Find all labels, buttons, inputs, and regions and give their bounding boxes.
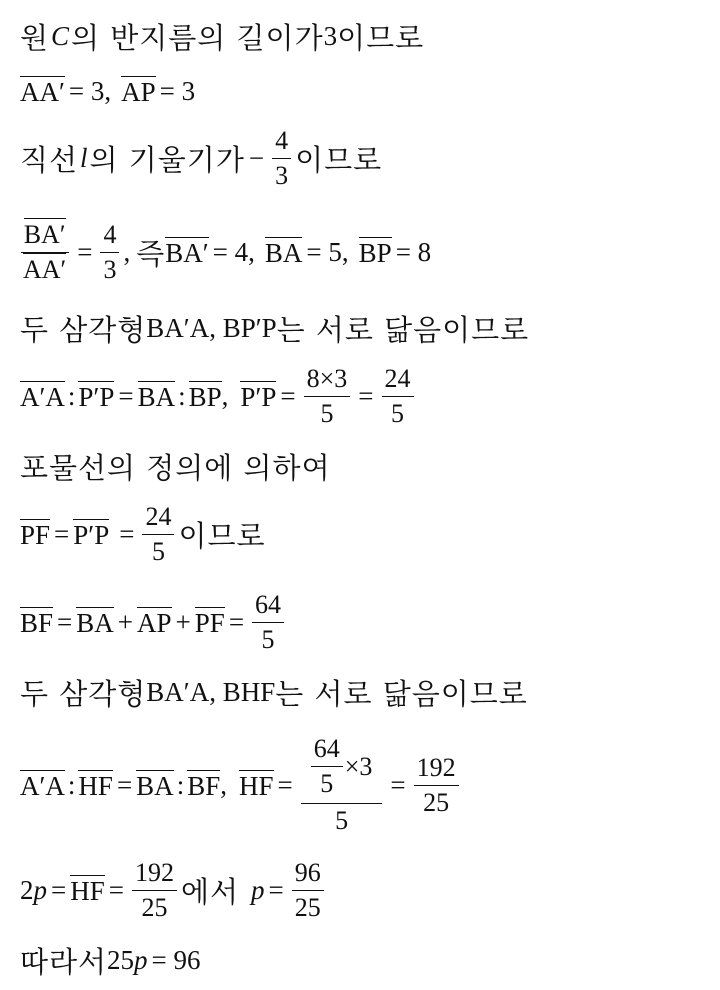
frac-12a-den: 25 bbox=[141, 892, 168, 922]
frac-12a bbox=[132, 858, 177, 923]
frac-9-den: 5 bbox=[261, 624, 275, 654]
ratio-fraction bbox=[20, 220, 69, 285]
seg-aa-prime-den: AA′ bbox=[23, 254, 67, 284]
seg-ba-prime-num: BA′ bbox=[23, 219, 66, 249]
text-1b: 의 반지름의 길이가 bbox=[71, 20, 324, 55]
var-p-2: p bbox=[251, 874, 265, 905]
line-4 bbox=[20, 212, 710, 292]
seg-pf-9: PF bbox=[194, 607, 225, 638]
colon-6a: : bbox=[67, 380, 76, 411]
seg-ba-11: BA bbox=[136, 770, 174, 801]
line-6 bbox=[20, 358, 710, 434]
text-10b: 는 서로 닮음이므로 bbox=[275, 676, 528, 711]
comma-11: , bbox=[220, 769, 227, 800]
text-8: 이므로 bbox=[178, 518, 266, 553]
frac-6b bbox=[382, 364, 414, 429]
text-7: 포물선의 정의에 의하여 bbox=[20, 450, 331, 485]
eq-8a: = bbox=[54, 518, 70, 549]
compound-fraction bbox=[301, 734, 383, 836]
eq-4c: = 5, bbox=[306, 236, 349, 267]
frac-12b-den: 25 bbox=[294, 892, 321, 922]
compound-den: 5 bbox=[335, 805, 349, 835]
seg-a-prime-a-11: A′A bbox=[20, 770, 65, 801]
var-p-13: p bbox=[134, 944, 148, 975]
inner-den: 5 bbox=[320, 769, 334, 799]
text-3b: 의 기울기가 bbox=[89, 142, 245, 177]
frac-11 bbox=[414, 753, 459, 818]
frac-6a-den: 5 bbox=[320, 398, 334, 428]
ratio-num: 4 bbox=[100, 220, 119, 253]
frac-12b-num: 96 bbox=[292, 858, 324, 891]
seg-ba-9: BA bbox=[76, 607, 114, 638]
slope-num: 4 bbox=[272, 126, 291, 159]
seg-ap: AP bbox=[121, 76, 156, 107]
eq-2b: = 3 bbox=[159, 75, 196, 106]
seg-p-prime-p: P′P bbox=[78, 381, 115, 412]
frac-6b-den: 5 bbox=[391, 398, 405, 428]
plus-9b: + bbox=[175, 606, 191, 637]
eq-11a: = bbox=[116, 769, 133, 800]
text-5a: 두 삼각형 bbox=[20, 312, 147, 347]
coef-2: 2 bbox=[20, 874, 34, 905]
eq-12c: = bbox=[268, 874, 284, 905]
inner-num: 64 bbox=[311, 734, 343, 767]
minus-sign: − bbox=[248, 142, 265, 173]
text-4a: 즉 bbox=[136, 236, 166, 271]
slope-fraction bbox=[272, 126, 291, 191]
eq-6a: = bbox=[118, 380, 134, 411]
times-three: ×3 bbox=[344, 751, 373, 781]
circle-c: C bbox=[51, 20, 70, 51]
line-13 bbox=[20, 938, 710, 982]
text-5b: 는 서로 닮음이므로 bbox=[276, 312, 530, 347]
line-5 bbox=[20, 306, 710, 350]
comma-4: , bbox=[123, 236, 131, 267]
seg-ba-prime: BA′ bbox=[165, 237, 209, 268]
seg-ba-6: BA bbox=[137, 381, 176, 412]
seg-a-prime-a: A′A bbox=[20, 381, 65, 412]
slope-den: 3 bbox=[275, 160, 289, 190]
ratio-value bbox=[100, 220, 119, 285]
eq-4b: = 4, bbox=[212, 236, 255, 267]
line-12 bbox=[20, 854, 710, 926]
seg-bf-11: BF bbox=[187, 770, 221, 801]
coef-25: 25 bbox=[107, 944, 135, 975]
frac-12b bbox=[292, 858, 324, 923]
seg-hf: HF bbox=[78, 770, 113, 801]
eq-6c: = bbox=[358, 380, 374, 411]
eq-4a: = bbox=[77, 236, 93, 267]
frac-9 bbox=[252, 590, 284, 655]
line-9 bbox=[20, 586, 710, 658]
eq-12a: = bbox=[51, 874, 67, 905]
eq-13: = 96 bbox=[151, 944, 201, 975]
text-1a: 원 bbox=[20, 20, 50, 55]
seg-hf-12: HF bbox=[70, 875, 105, 906]
var-p: p bbox=[33, 874, 47, 905]
line-10 bbox=[20, 670, 710, 714]
seg-bp: BP bbox=[358, 237, 392, 268]
text-13: 따라서 bbox=[20, 944, 108, 979]
eq-6b: = bbox=[280, 380, 296, 411]
seg-aa-prime: AA′ bbox=[20, 76, 65, 107]
seg-hf-2: HF bbox=[238, 770, 274, 801]
frac-12a-num: 192 bbox=[132, 858, 177, 891]
frac-11-num: 192 bbox=[414, 753, 459, 786]
eq-2a: = 3, bbox=[68, 75, 112, 106]
comma-6: , bbox=[221, 380, 229, 411]
line-l: l bbox=[80, 142, 88, 173]
frac-6a bbox=[304, 364, 351, 429]
seg-p-prime-p-8: P′P bbox=[73, 519, 110, 550]
inner-fraction bbox=[311, 734, 343, 799]
line-8 bbox=[20, 498, 710, 570]
eq-8b: = bbox=[119, 518, 135, 549]
line-11 bbox=[20, 726, 710, 844]
frac-11-den: 25 bbox=[423, 787, 450, 817]
eq-4d: = 8 bbox=[395, 236, 432, 267]
frac-8-num: 24 bbox=[142, 502, 174, 535]
eq-11c: = bbox=[390, 769, 406, 800]
eq-9a: = bbox=[57, 606, 73, 637]
seg-bp-6: BP bbox=[188, 381, 222, 412]
text-3c: 이므로 bbox=[295, 142, 383, 177]
text-1c: 이므로 bbox=[337, 20, 425, 55]
text-12: 에서 bbox=[180, 874, 240, 909]
seg-bf: BF bbox=[20, 607, 54, 638]
eq-9b: = bbox=[228, 606, 245, 637]
frac-6a-num: 8×3 bbox=[304, 364, 351, 397]
compound-num bbox=[301, 734, 383, 804]
frac-6b-num: 24 bbox=[382, 364, 414, 397]
seg-pf: PF bbox=[20, 519, 51, 550]
line-7 bbox=[20, 444, 710, 488]
frac-8 bbox=[142, 502, 174, 567]
plus-9a: + bbox=[117, 606, 134, 637]
triangles-10: BA′A, BHF bbox=[146, 676, 276, 707]
line-2 bbox=[20, 70, 710, 112]
seg-ba: BA bbox=[264, 237, 303, 268]
eq-12b: = bbox=[108, 874, 124, 905]
triangles-5: BA′A, BP′P bbox=[146, 312, 277, 343]
line-3 bbox=[20, 126, 710, 190]
text-3a: 직선 bbox=[20, 142, 79, 177]
seg-p-prime-p-2: P′P bbox=[240, 381, 277, 412]
frac-8-den: 5 bbox=[151, 536, 165, 566]
seg-ap-9: AP bbox=[137, 607, 172, 638]
text-10a: 두 삼각형 bbox=[20, 676, 147, 711]
colon-11b: : bbox=[176, 769, 185, 800]
colon-11a: : bbox=[67, 769, 76, 800]
line-1 bbox=[20, 14, 710, 58]
eq-11b: = bbox=[277, 769, 293, 800]
colon-6b: : bbox=[178, 380, 186, 411]
radius-value: 3 bbox=[323, 20, 338, 51]
frac-9-num: 64 bbox=[252, 590, 284, 623]
ratio-den: 3 bbox=[103, 254, 117, 284]
